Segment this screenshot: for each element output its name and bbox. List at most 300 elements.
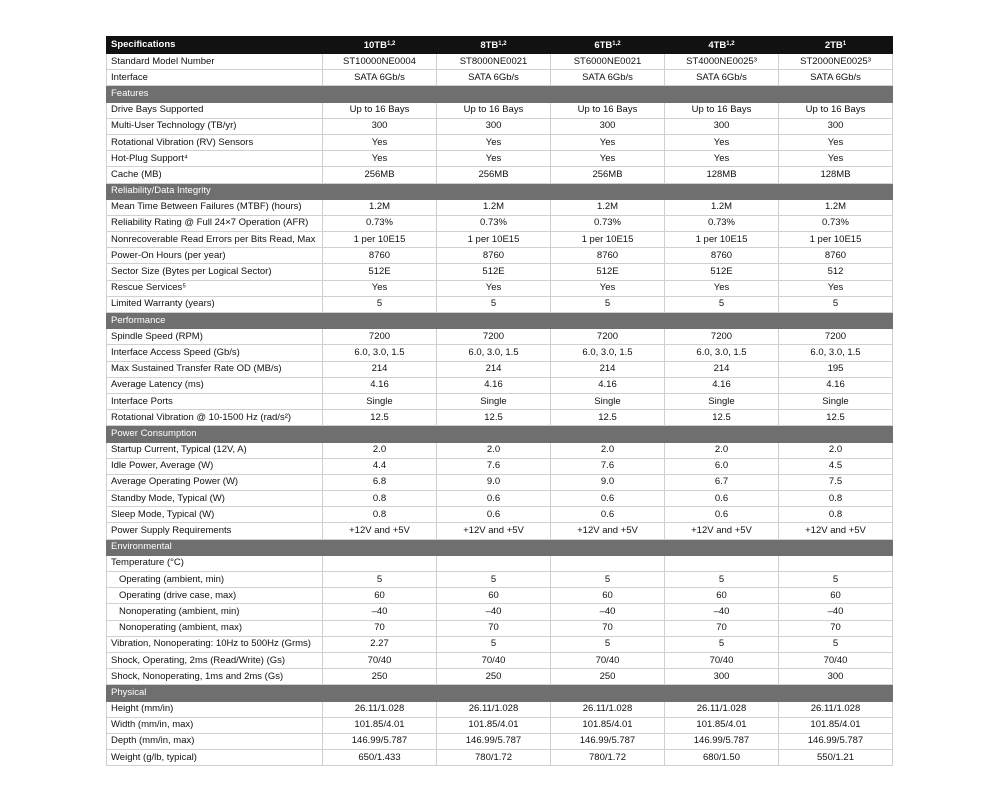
spec-label: Cache (MB) — [107, 167, 323, 183]
spec-label: Hot-Plug Support⁴ — [107, 151, 323, 167]
spec-label: Power Supply Requirements — [107, 523, 323, 539]
spec-value: Yes — [779, 134, 893, 150]
table-row — [107, 410, 893, 426]
table-body — [107, 54, 893, 766]
spec-value: 1 per 10E15 — [779, 232, 893, 248]
spec-value: +12V and +5V — [779, 523, 893, 539]
section-filler-cell — [779, 183, 893, 199]
spec-value: –40 — [665, 604, 779, 620]
spec-value: SATA 6Gb/s — [779, 70, 893, 86]
spec-value — [665, 555, 779, 571]
capacity-label: 10TB — [363, 40, 387, 51]
spec-value: 6.7 — [665, 474, 779, 490]
spec-value: 5 — [779, 296, 893, 312]
spec-value: 214 — [323, 361, 437, 377]
spec-value: Single — [665, 393, 779, 409]
footnote-ref: 1,2 — [612, 41, 621, 47]
spec-value: 60 — [779, 588, 893, 604]
spec-value: 0.73% — [323, 215, 437, 231]
spec-value: 101.85/4.01 — [551, 717, 665, 733]
section-filler-cell — [323, 183, 437, 199]
spec-value: –40 — [437, 604, 551, 620]
section-filler-cell — [779, 685, 893, 701]
section-filler-cell — [551, 539, 665, 555]
spec-value: 512 — [779, 264, 893, 280]
spec-label: Rotational Vibration @ 10-1500 Hz (rad/s²) — [107, 410, 323, 426]
spec-value: 146.99/5.787 — [437, 733, 551, 749]
spec-value: 300 — [551, 118, 665, 134]
spec-value: Yes — [437, 151, 551, 167]
spec-value: 101.85/4.01 — [437, 717, 551, 733]
section-header-row — [107, 86, 893, 102]
spec-value: 4.16 — [323, 377, 437, 393]
spec-value — [551, 555, 665, 571]
spec-value: 60 — [437, 588, 551, 604]
spec-value: 1 per 10E15 — [437, 232, 551, 248]
table-row — [107, 345, 893, 361]
spec-value: ST4000NE0025³ — [665, 54, 779, 70]
spec-value: Yes — [665, 280, 779, 296]
spec-value: 0.8 — [323, 491, 437, 507]
spec-value: ST8000NE0021 — [437, 54, 551, 70]
spec-value: +12V and +5V — [551, 523, 665, 539]
table-row — [107, 491, 893, 507]
spec-value: 8760 — [551, 248, 665, 264]
spec-value: 2.0 — [437, 442, 551, 458]
table-row — [107, 215, 893, 231]
spec-label: Rescue Services⁵ — [107, 280, 323, 296]
spec-value: 512E — [665, 264, 779, 280]
table-row — [107, 102, 893, 118]
spec-value: Up to 16 Bays — [323, 102, 437, 118]
capacity-label: 2TB — [824, 40, 843, 51]
spec-value: 26.11/1.028 — [779, 701, 893, 717]
spec-value: 214 — [551, 361, 665, 377]
spec-value: 0.8 — [323, 507, 437, 523]
header-capacity-6tb — [551, 37, 665, 54]
section-header-row — [107, 313, 893, 329]
section-filler-cell — [551, 313, 665, 329]
spec-value: 60 — [323, 588, 437, 604]
spec-value: Yes — [665, 151, 779, 167]
table-row — [107, 329, 893, 345]
spec-value: +12V and +5V — [665, 523, 779, 539]
spec-label: Operating (ambient, min) — [107, 572, 323, 588]
spec-value: 128MB — [665, 167, 779, 183]
capacity-label: 6TB — [594, 40, 613, 51]
section-filler-cell — [665, 313, 779, 329]
section-filler-cell — [437, 313, 551, 329]
spec-value: 70 — [665, 620, 779, 636]
spec-value: 6.0, 3.0, 1.5 — [323, 345, 437, 361]
table-row — [107, 264, 893, 280]
spec-value: 300 — [323, 118, 437, 134]
spec-label: Shock, Operating, 2ms (Read/Write) (Gs) — [107, 652, 323, 668]
spec-value — [323, 555, 437, 571]
spec-value: Yes — [551, 151, 665, 167]
spec-value: 214 — [665, 361, 779, 377]
spec-value: 70 — [437, 620, 551, 636]
table-row — [107, 604, 893, 620]
spec-value: 1.2M — [551, 199, 665, 215]
section-header-row — [107, 685, 893, 701]
spec-value: 6.0, 3.0, 1.5 — [437, 345, 551, 361]
spec-value: +12V and +5V — [323, 523, 437, 539]
header-row — [107, 37, 893, 54]
spec-value: SATA 6Gb/s — [437, 70, 551, 86]
section-header-row — [107, 539, 893, 555]
spec-value: 1.2M — [437, 199, 551, 215]
spec-value: 5 — [551, 296, 665, 312]
spec-label: Weight (g/lb, typical) — [107, 750, 323, 766]
section-filler-cell — [437, 183, 551, 199]
section-filler-cell — [665, 539, 779, 555]
spec-label: Max Sustained Transfer Rate OD (MB/s) — [107, 361, 323, 377]
spec-value: 9.0 — [437, 474, 551, 490]
spec-label: Height (mm/in) — [107, 701, 323, 717]
spec-value: 300 — [779, 118, 893, 134]
spec-value: 9.0 — [551, 474, 665, 490]
header-capacity-2tb — [779, 37, 893, 54]
spec-value: 101.85/4.01 — [779, 717, 893, 733]
spec-value: 70/40 — [551, 652, 665, 668]
spec-value: 4.16 — [665, 377, 779, 393]
table-row — [107, 393, 893, 409]
spec-label: Vibration, Nonoperating: 10Hz to 500Hz (Grms) — [107, 636, 323, 652]
table-row — [107, 118, 893, 134]
spec-value: Yes — [551, 280, 665, 296]
section-filler-cell — [437, 539, 551, 555]
spec-label: Multi-User Technology (TB/yr) — [107, 118, 323, 134]
section-title: Performance — [107, 313, 323, 329]
spec-value: 8760 — [437, 248, 551, 264]
spec-value: 6.0, 3.0, 1.5 — [551, 345, 665, 361]
spec-value: 2.27 — [323, 636, 437, 652]
spec-label: Shock, Nonoperating, 1ms and 2ms (Gs) — [107, 669, 323, 685]
spec-label: Reliability Rating @ Full 24×7 Operation (AFR) — [107, 215, 323, 231]
spec-value: 26.11/1.028 — [437, 701, 551, 717]
table-row — [107, 717, 893, 733]
spec-value: ST2000NE0025³ — [779, 54, 893, 70]
spec-value: Single — [779, 393, 893, 409]
spec-value: 5 — [779, 636, 893, 652]
section-filler-cell — [437, 86, 551, 102]
spec-label: Sleep Mode, Typical (W) — [107, 507, 323, 523]
spec-value: 146.99/5.787 — [323, 733, 437, 749]
spec-value: 12.5 — [437, 410, 551, 426]
spec-value: 2.0 — [323, 442, 437, 458]
spec-value: 1 per 10E15 — [665, 232, 779, 248]
spec-label: Temperature (°C) — [107, 555, 323, 571]
spec-value: +12V and +5V — [437, 523, 551, 539]
section-title: Reliability/Data Integrity — [107, 183, 323, 199]
header-capacity-8tb — [437, 37, 551, 54]
table-header — [107, 37, 893, 54]
spec-value: 101.85/4.01 — [665, 717, 779, 733]
table-row — [107, 70, 893, 86]
section-filler-cell — [551, 685, 665, 701]
spec-value: 1.2M — [665, 199, 779, 215]
spec-value: 4.16 — [437, 377, 551, 393]
spec-value: 650/1.433 — [323, 750, 437, 766]
section-filler-cell — [323, 426, 437, 442]
spec-value: 300 — [665, 669, 779, 685]
section-filler-cell — [323, 539, 437, 555]
spec-value: 70/40 — [437, 652, 551, 668]
table-row — [107, 232, 893, 248]
spec-value — [437, 555, 551, 571]
section-filler-cell — [665, 86, 779, 102]
spec-value: 2.0 — [779, 442, 893, 458]
spec-value: 70/40 — [665, 652, 779, 668]
spec-value: 12.5 — [323, 410, 437, 426]
spec-value: 5 — [665, 636, 779, 652]
section-filler-cell — [779, 426, 893, 442]
spec-value: 1.2M — [779, 199, 893, 215]
section-filler-cell — [665, 426, 779, 442]
header-capacity-4tb — [665, 37, 779, 54]
spec-value: 70 — [779, 620, 893, 636]
table-row — [107, 377, 893, 393]
spec-value: 5 — [437, 572, 551, 588]
spec-value: 4.16 — [551, 377, 665, 393]
spec-value: Yes — [779, 151, 893, 167]
spec-value: 250 — [551, 669, 665, 685]
spec-value: 7200 — [551, 329, 665, 345]
spec-label: Sector Size (Bytes per Logical Sector) — [107, 264, 323, 280]
spec-value: 0.8 — [779, 507, 893, 523]
spec-value: 0.73% — [551, 215, 665, 231]
spec-value: Yes — [323, 280, 437, 296]
table-row — [107, 248, 893, 264]
spec-value: 4.4 — [323, 458, 437, 474]
section-filler-cell — [779, 86, 893, 102]
spec-value: 512E — [551, 264, 665, 280]
spec-value: 26.11/1.028 — [323, 701, 437, 717]
table-row — [107, 280, 893, 296]
spec-value: 70/40 — [779, 652, 893, 668]
spec-value: 8760 — [779, 248, 893, 264]
spec-value: 7200 — [323, 329, 437, 345]
spec-value: 0.6 — [437, 507, 551, 523]
spec-value: 1 per 10E15 — [323, 232, 437, 248]
capacity-label: 8TB — [480, 40, 499, 51]
table-row — [107, 458, 893, 474]
section-filler-cell — [551, 183, 665, 199]
spec-value: ST10000NE0004 — [323, 54, 437, 70]
table-row — [107, 296, 893, 312]
section-filler-cell — [779, 313, 893, 329]
spec-value: 2.0 — [665, 442, 779, 458]
spec-label: Nonrecoverable Read Errors per Bits Read, Max — [107, 232, 323, 248]
spec-value: 6.0, 3.0, 1.5 — [665, 345, 779, 361]
spec-label: Spindle Speed (RPM) — [107, 329, 323, 345]
spec-value: 70/40 — [323, 652, 437, 668]
spec-label: Idle Power, Average (W) — [107, 458, 323, 474]
table-row — [107, 652, 893, 668]
table-row — [107, 507, 893, 523]
footnote-ref: 1,2 — [726, 41, 735, 47]
section-filler-cell — [551, 426, 665, 442]
table-row — [107, 442, 893, 458]
spec-value: 6.0 — [665, 458, 779, 474]
spec-value: 12.5 — [551, 410, 665, 426]
spec-label: Interface Access Speed (Gb/s) — [107, 345, 323, 361]
spec-value: Up to 16 Bays — [779, 102, 893, 118]
section-header-row — [107, 426, 893, 442]
spec-value: 5 — [551, 572, 665, 588]
spec-value: 26.11/1.028 — [551, 701, 665, 717]
spec-value: 5 — [437, 296, 551, 312]
spec-label: Interface Ports — [107, 393, 323, 409]
spec-value: ST6000NE0021 — [551, 54, 665, 70]
section-filler-cell — [323, 313, 437, 329]
section-title: Physical — [107, 685, 323, 701]
spec-value: 4.16 — [779, 377, 893, 393]
spec-label: Interface — [107, 70, 323, 86]
section-header-row — [107, 183, 893, 199]
spec-value: 7200 — [779, 329, 893, 345]
spec-label: Power-On Hours (per year) — [107, 248, 323, 264]
table-row — [107, 636, 893, 652]
spec-value: –40 — [779, 604, 893, 620]
spec-value: 5 — [779, 572, 893, 588]
footnote-ref: 1,2 — [386, 41, 396, 47]
spec-value: 70 — [551, 620, 665, 636]
spec-value: 26.11/1.028 — [665, 701, 779, 717]
spec-value: 1 per 10E15 — [551, 232, 665, 248]
spec-value: 0.73% — [437, 215, 551, 231]
spec-value: 5 — [665, 572, 779, 588]
spec-label: Mean Time Between Failures (MTBF) (hours) — [107, 199, 323, 215]
spec-value: 101.85/4.01 — [323, 717, 437, 733]
spec-value: 5 — [323, 296, 437, 312]
spec-value: 300 — [437, 118, 551, 134]
section-filler-cell — [665, 685, 779, 701]
section-filler-cell — [437, 426, 551, 442]
spec-value: 8760 — [665, 248, 779, 264]
spec-value: –40 — [323, 604, 437, 620]
spec-value: Single — [437, 393, 551, 409]
section-filler-cell — [551, 86, 665, 102]
spec-value: 0.6 — [551, 491, 665, 507]
spec-value: 60 — [551, 588, 665, 604]
spec-value: 0.6 — [665, 507, 779, 523]
spec-value: Up to 16 Bays — [437, 102, 551, 118]
spec-value: 146.99/5.787 — [551, 733, 665, 749]
spec-value: 7.6 — [437, 458, 551, 474]
table-row — [107, 167, 893, 183]
spec-label: Operating (drive case, max) — [107, 588, 323, 604]
spec-value: 256MB — [323, 167, 437, 183]
spec-value: 6.0, 3.0, 1.5 — [779, 345, 893, 361]
spec-value: –40 — [551, 604, 665, 620]
header-title: Specifications — [107, 37, 323, 54]
spec-value: 12.5 — [779, 410, 893, 426]
spec-value: 0.8 — [779, 491, 893, 507]
spec-value: 7.6 — [551, 458, 665, 474]
spec-value: Yes — [551, 134, 665, 150]
table-row — [107, 733, 893, 749]
spec-label: Depth (mm/in, max) — [107, 733, 323, 749]
spec-value: 680/1.50 — [665, 750, 779, 766]
capacity-label: 4TB — [708, 40, 727, 51]
spec-value: 250 — [323, 669, 437, 685]
header-capacity-10tb — [323, 37, 437, 54]
spec-value: 70 — [323, 620, 437, 636]
spec-value: 1.2M — [323, 199, 437, 215]
spec-label: Nonoperating (ambient, max) — [107, 620, 323, 636]
footnote-ref: 1 — [842, 41, 847, 47]
spec-value: Single — [551, 393, 665, 409]
spec-value: 195 — [779, 361, 893, 377]
spec-value: 214 — [437, 361, 551, 377]
table-row — [107, 701, 893, 717]
table-row — [107, 750, 893, 766]
spec-value: 0.73% — [779, 215, 893, 231]
table-row — [107, 134, 893, 150]
spec-value: 7200 — [437, 329, 551, 345]
spec-value: 256MB — [551, 167, 665, 183]
spec-value: 250 — [437, 669, 551, 685]
section-filler-cell — [437, 685, 551, 701]
spec-value: 146.99/5.787 — [665, 733, 779, 749]
spec-value: Yes — [323, 134, 437, 150]
spec-label: Startup Current, Typical (12V, A) — [107, 442, 323, 458]
spec-value: Yes — [323, 151, 437, 167]
spec-value: 0.6 — [437, 491, 551, 507]
spec-value: Yes — [437, 134, 551, 150]
spec-value: 146.99/5.787 — [779, 733, 893, 749]
spec-label: Width (mm/in, max) — [107, 717, 323, 733]
table-row — [107, 669, 893, 685]
spec-label: Nonoperating (ambient, min) — [107, 604, 323, 620]
spec-value: SATA 6Gb/s — [665, 70, 779, 86]
spec-label: Standby Mode, Typical (W) — [107, 491, 323, 507]
spec-value: 256MB — [437, 167, 551, 183]
spec-value: 512E — [437, 264, 551, 280]
spec-value: 0.6 — [665, 491, 779, 507]
spec-value: Single — [323, 393, 437, 409]
table-row — [107, 620, 893, 636]
section-filler-cell — [665, 183, 779, 199]
section-filler-cell — [779, 539, 893, 555]
spec-value: 780/1.72 — [551, 750, 665, 766]
spec-value: Up to 16 Bays — [665, 102, 779, 118]
spec-label: Limited Warranty (years) — [107, 296, 323, 312]
footnote-ref: 1,2 — [498, 41, 507, 47]
spec-value: SATA 6Gb/s — [323, 70, 437, 86]
spec-value: 5 — [665, 296, 779, 312]
table-row — [107, 199, 893, 215]
section-filler-cell — [323, 685, 437, 701]
spec-value: 550/1.21 — [779, 750, 893, 766]
table-row — [107, 588, 893, 604]
spec-label: Average Operating Power (W) — [107, 474, 323, 490]
spec-value: 128MB — [779, 167, 893, 183]
spec-value: 5 — [323, 572, 437, 588]
spec-value: 8760 — [323, 248, 437, 264]
table-row — [107, 361, 893, 377]
spec-value: 5 — [437, 636, 551, 652]
section-title: Features — [107, 86, 323, 102]
spec-label: Rotational Vibration (RV) Sensors — [107, 134, 323, 150]
section-title: Power Consumption — [107, 426, 323, 442]
table-row — [107, 555, 893, 571]
table-row — [107, 523, 893, 539]
spec-value: 0.6 — [551, 507, 665, 523]
spec-value: 7200 — [665, 329, 779, 345]
